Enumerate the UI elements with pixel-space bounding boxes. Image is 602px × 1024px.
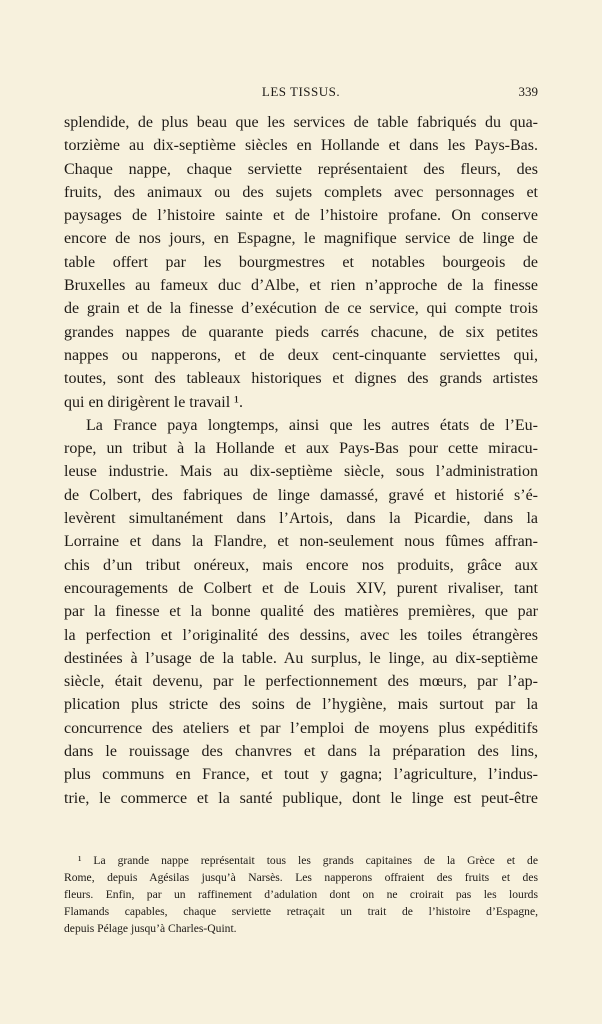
footnote-block xyxy=(64,852,538,937)
footnote-line: Rome, depuis Agésilas jusqu’à Narsès. Les napperons offraient des fruits et des xyxy=(64,871,538,884)
body-line: Bruxelles au fameux duc d’Albe, et rien n’approche de la finesse xyxy=(64,277,538,295)
body-line: Chaque nappe, chaque serviette représentaient des fleurs, des xyxy=(64,160,538,178)
body-line: la perfection et l’originalité des dessins, avec les toiles étrangères xyxy=(64,626,538,644)
body-line: rope, un tribut à la Hollande et aux Pays-Bas pour cette miracu- xyxy=(64,440,538,458)
body-line: splendide, de plus beau que les services de table fabriqués du qua- xyxy=(64,114,538,131)
running-title: LES TISSUS. xyxy=(261,84,341,99)
footnote-line: Flamands capables, chaque serviette retraçait un trait de l’histoire d’Espagne, xyxy=(64,905,538,918)
body-line: table offert par les bourgmestres et notables bourgeois de xyxy=(64,253,538,271)
body-line: encouragements de Colbert et de Louis XIV, purent rivaliser, tant xyxy=(64,579,538,597)
body-line: de grain et de la finesse d’exécution de ce service, qui compte trois xyxy=(64,300,538,318)
body-line: chis d’un tribut onéreux, mais encore nos produits, grâce aux xyxy=(64,556,538,574)
body-line: siècle, était devenu, par le perfectionnement des mœurs, par l’ap- xyxy=(64,673,538,691)
body-line: grandes nappes de quarante pieds carrés chacune, de six petites xyxy=(64,323,538,341)
footnote-line: depuis Pélage jusqu’à Charles-Quint. xyxy=(64,922,237,935)
body-line: levèrent simultanément dans l’Artois, dans la Picardie, dans la xyxy=(64,510,538,528)
body-line: fruits, des animaux ou des sujets complets avec personnages et xyxy=(64,183,538,201)
footnote-line: fleurs. Enfin, par un raffinement d’adulation dont on ne croirait pas les lourds xyxy=(64,888,538,901)
body-line: leuse industrie. Mais au dix-septième siècle, sous l’administration xyxy=(64,463,538,481)
body-line-paragraph-end: qui en dirigèrent le travail ¹. xyxy=(64,393,243,411)
page-header xyxy=(64,84,538,104)
body-line: par la finesse et la bonne qualité des matières premières, que par xyxy=(64,603,538,621)
body-line: paysages de l’histoire sainte et de l’histoire profane. On conserve xyxy=(64,207,538,225)
body-line: nappes ou napperons, et de deux cent-cinquante serviettes qui, xyxy=(64,346,538,364)
body-line: encore de nos jours, en Espagne, le magnifique service de linge de xyxy=(64,230,538,248)
footnote-line: ¹ La grande nappe représentait tous les grands capitaines de la Grèce et de xyxy=(78,854,538,867)
body-line: destinées à l’usage de la table. Au surplus, le linge, au dix-septième xyxy=(64,649,538,667)
body-line: plication plus stricte des soins de l’hygiène, mais surtout par la xyxy=(64,696,538,714)
body-line-paragraph-start: La France paya longtemps, ainsi que les autres états de l’Eu- xyxy=(86,416,538,434)
body-line: torzième au dix-septième siècles en Hollande et dans les Pays-Bas. xyxy=(64,137,538,155)
body-line: trie, le commerce et la santé publique, dont le linge est peut-être xyxy=(64,789,538,807)
page-number: 339 xyxy=(518,84,538,99)
body-line: dans le rouissage des chanvres et dans la préparation des lins, xyxy=(64,743,538,761)
body-line: concurrence des ateliers et par l’emploi de moyens plus expéditifs xyxy=(64,719,538,737)
body-line: toutes, sont des tableaux historiques et dignes des grands artistes xyxy=(64,370,538,388)
body-text xyxy=(64,111,538,810)
body-line: Lorraine et dans la Flandre, et non-seulement nous fûmes affran- xyxy=(64,533,538,551)
body-line: de Colbert, des fabriques de linge damassé, gravé et historié s’é- xyxy=(64,486,538,504)
body-line: plus communs en France, et tout y gagna; l’agriculture, l’indus- xyxy=(64,766,538,784)
